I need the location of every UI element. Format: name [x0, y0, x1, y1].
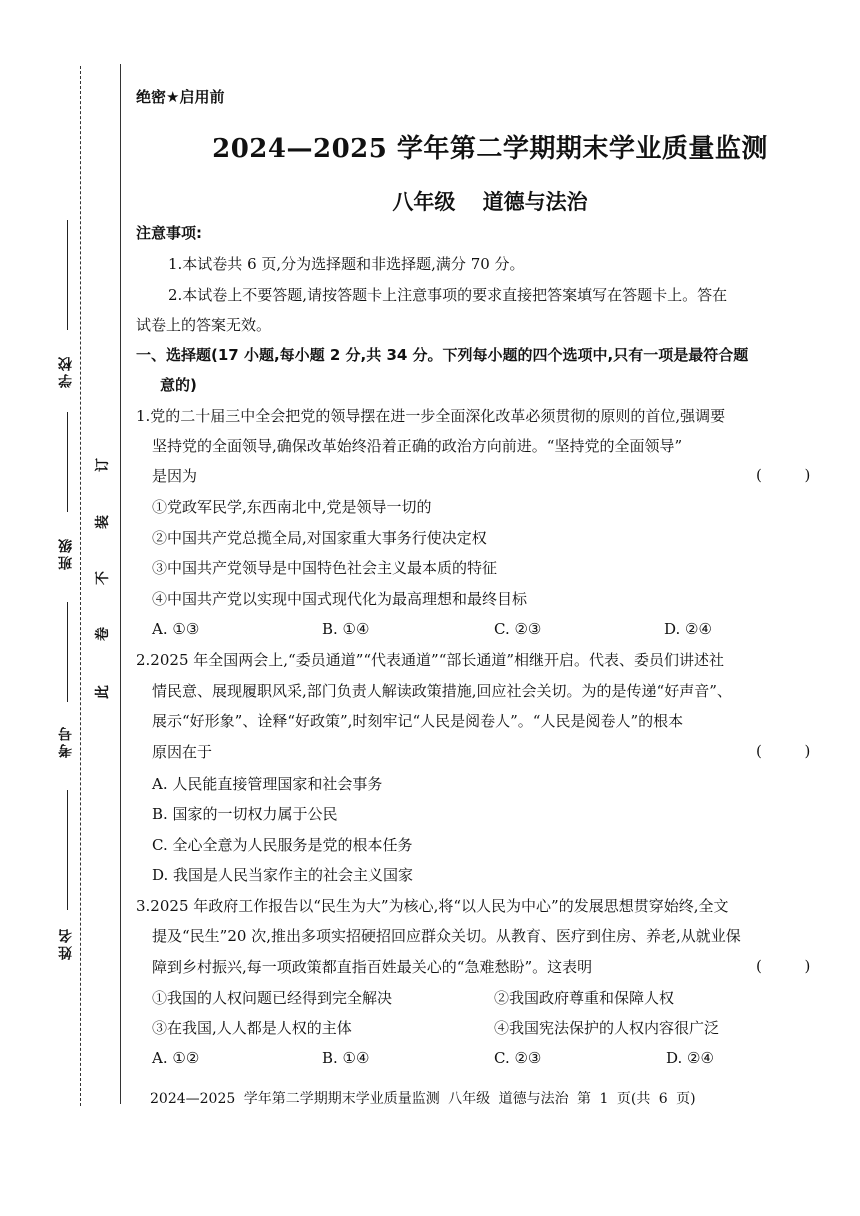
q1-statement: ③中国共产党领导是中国特色社会主义最本质的特征 [152, 559, 498, 577]
notice-item-1: 1.本试卷共 6 页,分为选择题和非选择题,满分 70 分。 [168, 255, 525, 273]
q1-option-d: D. ②④ [664, 620, 712, 638]
exam-title: 2024—2025 学年第二学期期末学业质量监测 [212, 134, 768, 164]
q2-answer-paren: ( ) [756, 742, 813, 760]
q3-stem-line: 3.2025 年政府工作报告以“民生为大”为核心,将“以人民为中心”的发展思想贯穿始终,全文 [136, 897, 729, 915]
q1-answer-paren: ( ) [756, 466, 813, 484]
q3-statement: ④我国宪法保护的人权内容很广泛 [494, 1019, 720, 1037]
q3-statement: ③在我国,人人都是人权的主体 [152, 1019, 352, 1037]
class-label: 班级 [58, 536, 74, 570]
q3-option-b: B. ①④ [322, 1049, 370, 1067]
notice-item-2: 2.本试卷上不要答题,请按答题卡上注意事项的要求直接把答案填写在答题卡上。答在 [168, 286, 728, 304]
q3-statement: ②我国政府尊重和保障人权 [494, 989, 675, 1007]
q2-option-d: D. 我国是人民当家作主的社会主义国家 [152, 866, 414, 884]
class-field [40, 412, 80, 592]
notice-heading: 注意事项: [136, 224, 202, 242]
binding-warning-char: 此 [95, 685, 111, 699]
q1-stem-line: 是因为 [152, 467, 198, 485]
binding-warning-char: 不 [95, 571, 111, 585]
q1-statement: ①党政军民学,东西南北中,党是领导一切的 [152, 498, 432, 516]
exam-number-field [40, 602, 80, 782]
q2-option-a: A. 人民能直接管理国家和社会事务 [152, 775, 383, 793]
name-blank-line [67, 790, 68, 910]
q2-stem-line: 展示“好形象”、诠释“好政策”,时刻牢记“人民是阅卷人”。“人民是阅卷人”的根本 [152, 712, 684, 730]
school-blank-line [67, 220, 68, 330]
binding-warning-char: 订 [95, 458, 111, 472]
q3-stem-line: 提及“民生”20 次,推出多项实招硬招回应群众关切。从教育、医疗到住房、养老,从就业保 [152, 927, 741, 945]
q1-option-c: C. ②③ [494, 620, 542, 638]
q1-option-b: B. ①④ [322, 620, 370, 638]
q3-option-c: C. ②③ [494, 1049, 542, 1067]
notice-item-2-cont: 试卷上的答案无效。 [136, 316, 272, 334]
q1-statement: ②中国共产党总揽全局,对国家重大事务行使决定权 [152, 529, 487, 547]
exam-number-label: 考号 [58, 724, 74, 758]
q2-option-c: C. 全心全意为人民服务是党的根本任务 [152, 836, 413, 854]
binding-dashed-line [80, 66, 81, 1106]
school-field [40, 220, 80, 400]
exam-subtitle: 八年级 道德与法治 [392, 190, 588, 214]
section-heading: 一、选择题(17 小题,每小题 2 分,共 34 分。下列每小题的四个选项中,只有一项是最符合题 [136, 346, 749, 364]
binding-warning-char: 装 [95, 515, 111, 529]
section-heading-cont: 意的) [160, 376, 197, 394]
q3-answer-paren: ( ) [756, 957, 813, 975]
q3-stem-line: 障到乡村振兴,每一项政策都直指百姓最关心的“急难愁盼”。这表明 [152, 958, 593, 976]
q1-stem-line: 坚持党的全面领导,确保改革始终沿着正确的政治方向前进。“坚持党的全面领导” [152, 437, 683, 455]
name-field [40, 790, 80, 970]
q3-option-a: A. ①② [152, 1049, 200, 1067]
secret-mark: 绝密★启用前 [136, 88, 225, 106]
q3-statement: ①我国的人权问题已经得到完全解决 [152, 989, 393, 1007]
class-blank-line [67, 412, 68, 512]
q1-statement: ④中国共产党以实现中国式现代化为最高理想和最终目标 [152, 590, 528, 608]
q1-option-a: A. ①③ [152, 620, 200, 638]
binding-solid-line [120, 64, 121, 1104]
q1-stem-line: 1.党的二十届三中全会把党的领导摆在进一步全面深化改革必须贯彻的原则的首位,强调要 [136, 407, 726, 425]
binding-warning-char: 卷 [95, 627, 111, 641]
exam-number-blank-line [67, 602, 68, 702]
q3-option-d: D. ②④ [666, 1049, 714, 1067]
name-label: 姓名 [58, 926, 74, 960]
q2-stem-line: 2.2025 年全国两会上,“委员通道”“代表通道”“部长通道”相继开启。代表、委员们讲述社 [136, 651, 725, 669]
school-label: 学校 [58, 354, 74, 388]
q2-stem-line: 原因在于 [152, 743, 213, 761]
q2-option-b: B. 国家的一切权力属于公民 [152, 805, 338, 823]
page-footer: 2024—2025 学年第二学期期末学业质量监测 八年级 道德与法治 第 1 页(共 6 页) [150, 1091, 696, 1107]
q2-stem-line: 情民意、展现履职风采,部门负责人解读政策措施,回应社会关切。为的是传递“好声音”、 [152, 682, 732, 700]
